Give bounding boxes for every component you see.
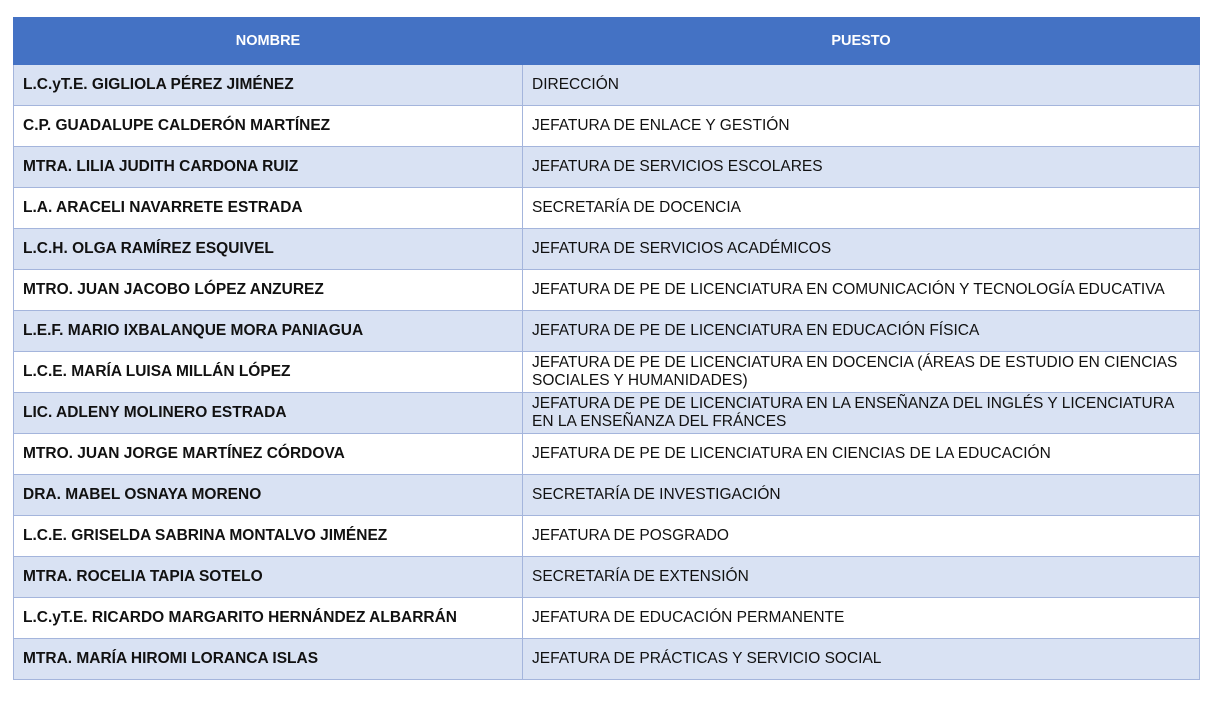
column-header-name: NOMBRE	[14, 18, 523, 65]
table-row	[14, 147, 1200, 188]
table-row	[14, 516, 1200, 557]
cell-name: MTRO. JUAN JACOBO LÓPEZ ANZUREZ	[14, 270, 523, 311]
cell-position: JEFATURA DE ENLACE Y GESTIÓN	[523, 106, 1200, 147]
table-row	[14, 557, 1200, 598]
cell-position: JEFATURA DE PE DE LICENCIATURA EN CIENCIAS DE LA EDUCACIÓN	[523, 434, 1200, 475]
table-header-row	[14, 18, 1200, 65]
cell-position: JEFATURA DE SERVICIOS ACADÉMICOS	[523, 229, 1200, 270]
table-row	[14, 65, 1200, 106]
cell-position: JEFATURA DE PRÁCTICAS Y SERVICIO SOCIAL	[523, 639, 1200, 680]
cell-name: L.C.yT.E. RICARDO MARGARITO HERNÁNDEZ ALBARRÁN	[14, 598, 523, 639]
table-row	[14, 270, 1200, 311]
cell-name: L.C.H. OLGA RAMÍREZ ESQUIVEL	[14, 229, 523, 270]
cell-position: JEFATURA DE PE DE LICENCIATURA EN DOCENCIA (ÁREAS DE ESTUDIO EN CIENCIAS SOCIALES Y HUMANIDADES)	[523, 352, 1200, 393]
cell-position: DIRECCIÓN	[523, 65, 1200, 106]
cell-name: MTRA. LILIA JUDITH CARDONA RUIZ	[14, 147, 523, 188]
cell-position: JEFATURA DE PE DE LICENCIATURA EN LA ENSEÑANZA DEL INGLÉS Y LICENCIATURA EN LA ENSEÑANZA DEL FRÁNCES	[523, 393, 1200, 434]
cell-position: JEFATURA DE SERVICIOS ESCOLARES	[523, 147, 1200, 188]
staff-table-container	[13, 17, 1199, 680]
cell-name: L.A. ARACELI NAVARRETE ESTRADA	[14, 188, 523, 229]
cell-name: L.E.F. MARIO IXBALANQUE MORA PANIAGUA	[14, 311, 523, 352]
cell-name: L.C.yT.E. GIGLIOLA PÉREZ JIMÉNEZ	[14, 65, 523, 106]
table-row	[14, 311, 1200, 352]
cell-name: C.P. GUADALUPE CALDERÓN MARTÍNEZ	[14, 106, 523, 147]
cell-position: JEFATURA DE PE DE LICENCIATURA EN COMUNICACIÓN Y TECNOLOGÍA EDUCATIVA	[523, 270, 1200, 311]
table-row	[14, 475, 1200, 516]
table-row	[14, 188, 1200, 229]
cell-position: JEFATURA DE PE DE LICENCIATURA EN EDUCACIÓN FÍSICA	[523, 311, 1200, 352]
table-row	[14, 598, 1200, 639]
cell-name: LIC. ADLENY MOLINERO ESTRADA	[14, 393, 523, 434]
cell-position: JEFATURA DE EDUCACIÓN PERMANENTE	[523, 598, 1200, 639]
cell-position: SECRETARÍA DE EXTENSIÓN	[523, 557, 1200, 598]
cell-name: DRA. MABEL OSNAYA MORENO	[14, 475, 523, 516]
cell-position: SECRETARÍA DE INVESTIGACIÓN	[523, 475, 1200, 516]
table-row	[14, 639, 1200, 680]
cell-name: L.C.E. MARÍA LUISA MILLÁN LÓPEZ	[14, 352, 523, 393]
table-row	[14, 352, 1200, 393]
table-body	[14, 65, 1200, 680]
table-row	[14, 393, 1200, 434]
cell-position: JEFATURA DE POSGRADO	[523, 516, 1200, 557]
cell-name: MTRA. MARÍA HIROMI LORANCA ISLAS	[14, 639, 523, 680]
cell-name: L.C.E. GRISELDA SABRINA MONTALVO JIMÉNEZ	[14, 516, 523, 557]
staff-table	[13, 17, 1200, 680]
cell-name: MTRA. ROCELIA TAPIA SOTELO	[14, 557, 523, 598]
table-row	[14, 229, 1200, 270]
table-row	[14, 434, 1200, 475]
table-row	[14, 106, 1200, 147]
cell-name: MTRO. JUAN JORGE MARTÍNEZ CÓRDOVA	[14, 434, 523, 475]
column-header-position: PUESTO	[523, 18, 1200, 65]
cell-position: SECRETARÍA DE DOCENCIA	[523, 188, 1200, 229]
